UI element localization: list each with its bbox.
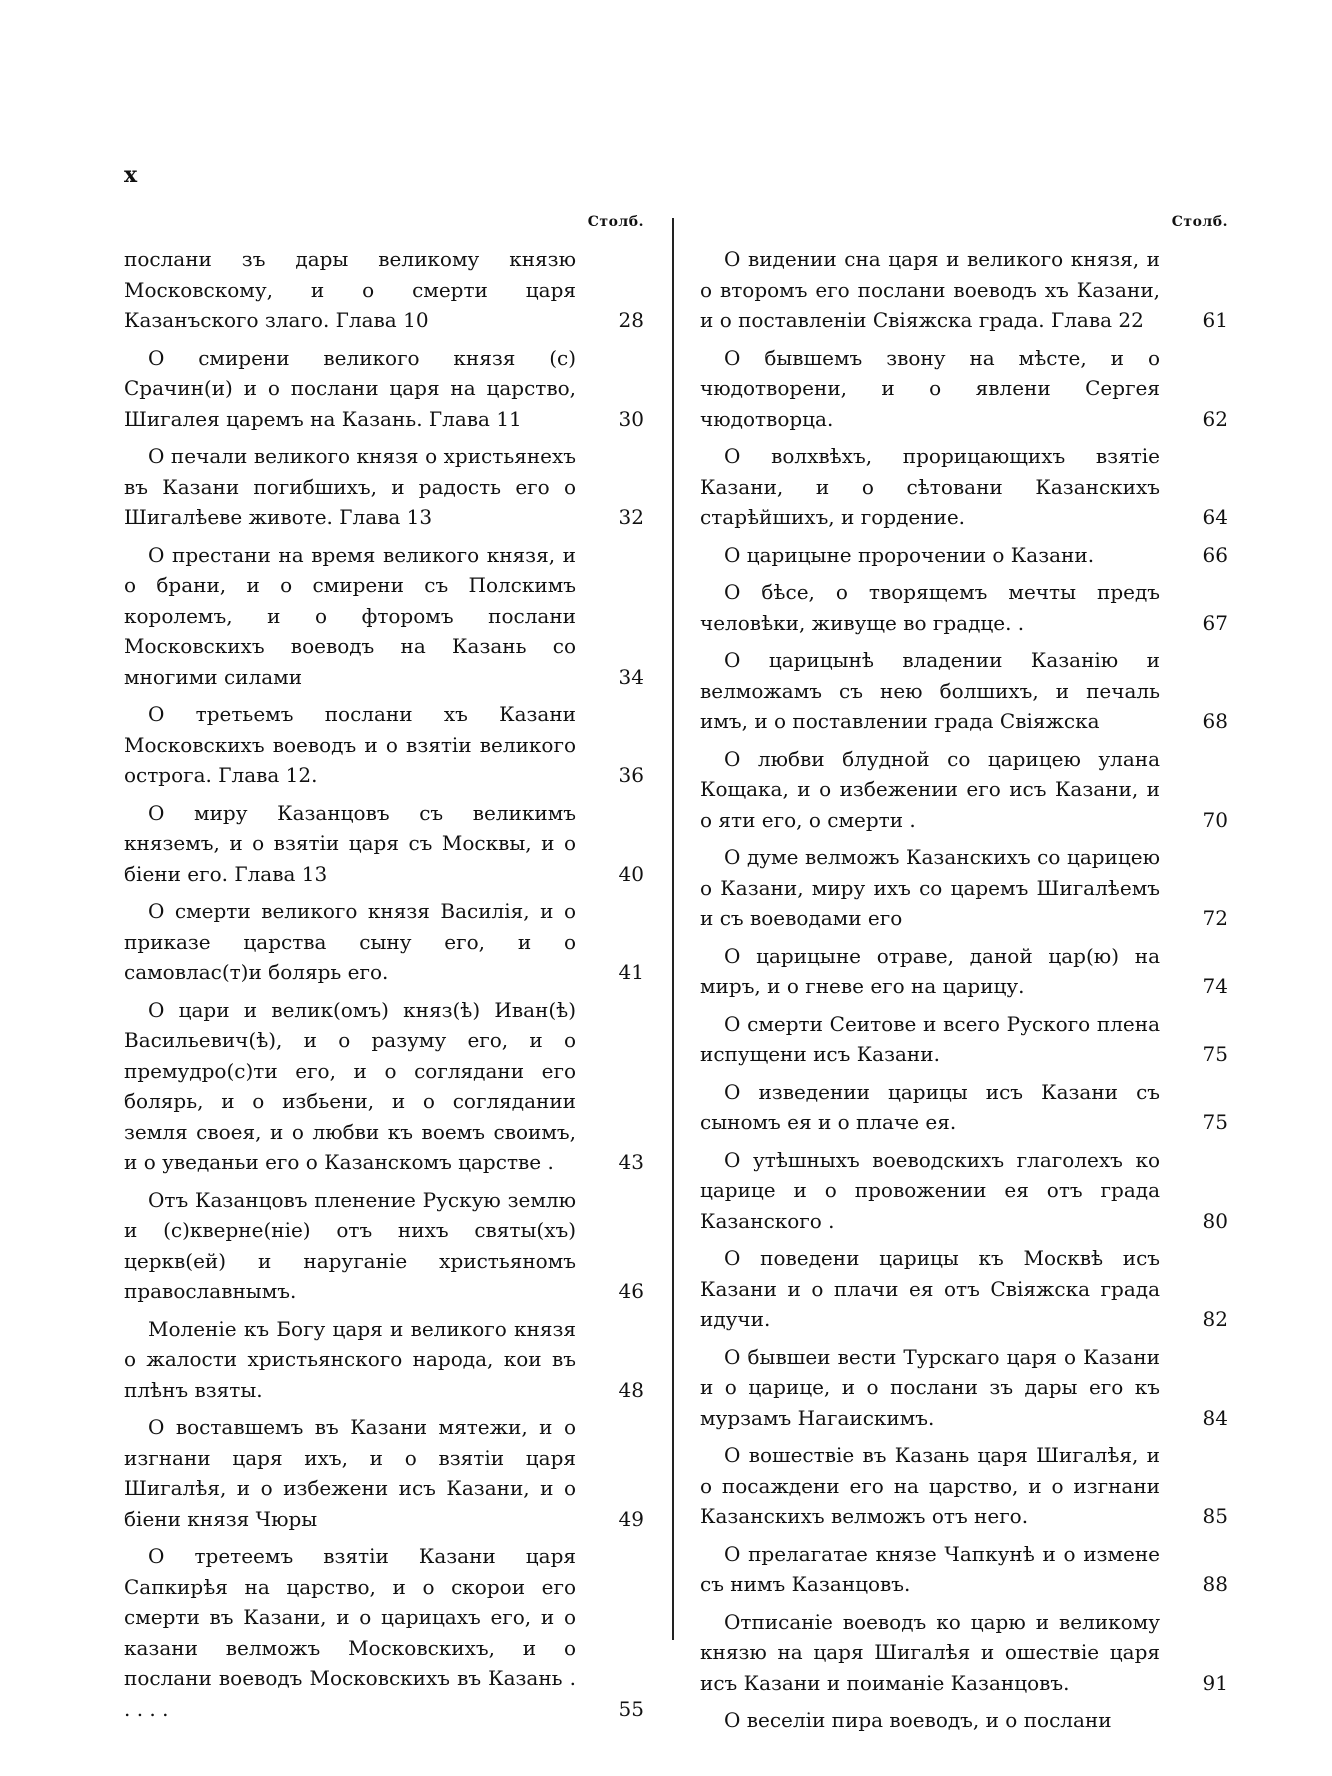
toc-entry bbox=[700, 744, 1228, 836]
contents-column-right bbox=[700, 214, 1228, 1743]
entry-text: О царицыне пророчении о Казани. bbox=[724, 542, 1095, 567]
column-number: 75 bbox=[1202, 1042, 1228, 1066]
toc-entry bbox=[700, 1077, 1228, 1138]
column-number: 41 bbox=[618, 960, 644, 984]
toc-entry bbox=[700, 244, 1228, 336]
entry-text: О любви блудной со царицею улана Кощака, и о избежении его исъ Казани, и о яти его, о смерти . bbox=[700, 746, 1160, 832]
toc-entry bbox=[700, 645, 1228, 737]
toc-entry bbox=[700, 540, 1228, 571]
column-divider bbox=[672, 218, 674, 1640]
column-number: 64 bbox=[1202, 505, 1228, 529]
toc-entry bbox=[124, 1185, 644, 1307]
entry-text: О печали великого князя о христьянехъ въ Казани погибшихъ, и радость его о Шигалѣеве животе. Глава 13 bbox=[124, 444, 576, 529]
entry-text: О поведени царицы къ Москвѣ исъ Казани и о плачи ея отъ Свіяжска града идучи. bbox=[700, 1246, 1160, 1331]
entry-text: О вошествіе въ Казань царя Шигалѣя, и о посаждени его на царство, и о изгнани Казанскихъ велможъ отъ него. bbox=[700, 1443, 1160, 1528]
entry-text: Отписаніе воеводъ ко царю и великому князю на царя Шигалѣя и ошествіе царя исъ Казани и поиманіе Казанцовъ. bbox=[700, 1609, 1160, 1695]
column-number: 36 bbox=[618, 763, 644, 787]
entry-text: О волхвѣхъ, прорицающихъ взятіе Казани, и о сѣтовани Казанскихъ старѣйшихъ, и гордение. bbox=[700, 444, 1160, 529]
entry-text: О думе велможъ Казанскихъ со царицею о Казани, миру ихъ со царемъ Шигалѣемъ и съ воеводами его bbox=[700, 845, 1160, 930]
entry-text: О царицынѣ владении Казанію и велможамъ съ нею болшихъ, и печаль имъ, и о поставлении града Свіяжска bbox=[700, 648, 1160, 733]
entry-text: О миру Казанцовъ съ великимъ княземъ, и о взятіи царя съ Москвы, и о біени его. Глава 13 bbox=[124, 800, 576, 886]
toc-entry bbox=[124, 699, 644, 791]
column-number: 55 bbox=[618, 1696, 644, 1721]
column-number: 84 bbox=[1202, 1405, 1228, 1430]
column-header-right: Столб. bbox=[1171, 214, 1228, 230]
column-number: 68 bbox=[1202, 709, 1228, 733]
toc-entry bbox=[700, 1243, 1228, 1335]
column-number: 85 bbox=[1202, 1504, 1228, 1528]
toc-entry bbox=[700, 1342, 1228, 1434]
toc-entry bbox=[700, 1607, 1228, 1699]
entry-text: О видении сна царя и великого князя, и о второмъ его послани воеводъ хъ Казани, и о поставленіи Свіяжска града. Глава 22 bbox=[700, 247, 1160, 332]
toc-entry bbox=[700, 577, 1228, 638]
column-number: 67 bbox=[1202, 610, 1228, 635]
column-number: 91 bbox=[1202, 1670, 1228, 1695]
toc-entry bbox=[700, 1539, 1228, 1600]
toc-entry bbox=[700, 1145, 1228, 1237]
entry-text: О бѣсе, о творящемъ мечты предъ человѣки, живуще во градце. . bbox=[700, 580, 1160, 635]
entries-list-right bbox=[700, 244, 1228, 1736]
toc-entry bbox=[124, 1412, 644, 1534]
column-number: 62 bbox=[1202, 406, 1228, 431]
column-number: 70 bbox=[1202, 807, 1228, 832]
column-number: 32 bbox=[618, 505, 644, 529]
toc-entry bbox=[124, 244, 644, 336]
page-number: x bbox=[124, 162, 138, 188]
entry-text: О смирени великого князя (с) Срачин(и) и о послани царя на царство, Шигалея царемъ на Казань. Глава 11 bbox=[124, 345, 576, 431]
entry-text: О цари и велик(омъ) княз(ѣ) Иван(ѣ) Васильевич(ѣ), и о разуму его, и о премудро(с)ти его, и о соглядани его болярь, и о избьени, и о соглядании земля своея, и о любви къ воемъ своимъ, и о уведаньи его о Казанскомъ царстве . bbox=[124, 997, 576, 1174]
entry-text: О третьемъ послани хъ Казани Московскихъ воеводъ и о взятіи великого острога. Глава 12. bbox=[124, 702, 576, 787]
entries-list-left bbox=[124, 244, 644, 1724]
entry-text: О веселіи пира воеводъ, и о послани bbox=[724, 1708, 1112, 1732]
entry-text: О смерти великого князя Василія, и о приказе царства сыну его, и о самовлас(т)и болярь его. bbox=[124, 899, 576, 984]
toc-entry bbox=[124, 1541, 644, 1724]
column-number: 80 bbox=[1202, 1208, 1228, 1233]
entry-text: О смерти Сеитове и всего Руского плена испущени исъ Казани. bbox=[700, 1011, 1160, 1066]
entry-text: О бывшемъ звону на мѣсте, и о чюдотворени, и о явлени Сергея чюдотворца. bbox=[700, 345, 1160, 431]
entry-text: Моленіе къ Богу царя и великого князя о жалости христьянского народа, кои въ плѣнъ взяты. bbox=[124, 1316, 576, 1402]
toc-entry bbox=[124, 896, 644, 988]
entry-text: О воставшемъ въ Казани мятежи, и о изгнани царя ихъ, и о взятіи царя Шигалѣя, и о избежени исъ Казани, и о біени князя Чюры bbox=[124, 1415, 576, 1531]
toc-entry bbox=[124, 995, 644, 1178]
column-number: 30 bbox=[618, 406, 644, 431]
entry-text: О изведении царицы исъ Казани съ сыномъ ея и о плаче ея. bbox=[700, 1079, 1160, 1134]
column-number: 66 bbox=[1202, 542, 1228, 567]
entry-text: О царицыне отраве, даной цар(ю) на миръ, и о гневе его на царицу. bbox=[700, 943, 1160, 998]
toc-entry bbox=[700, 343, 1228, 435]
entry-text: О утѣшныхъ воеводскихъ глаголехъ ко царице и о провожении ея отъ града Казанского . bbox=[700, 1147, 1160, 1233]
column-number: 74 bbox=[1202, 974, 1228, 998]
column-number: 49 bbox=[618, 1506, 644, 1531]
toc-entry bbox=[124, 1314, 644, 1406]
column-number: 28 bbox=[618, 308, 644, 332]
column-number: 48 bbox=[618, 1377, 644, 1402]
contents-column-left bbox=[124, 214, 644, 1731]
entry-text: О престани на время великого князя, и о брани, и о смирени съ Полскимъ королемъ, и о фторомъ послани Московскихъ воеводъ на Казань со многими силами bbox=[124, 542, 576, 689]
toc-entry bbox=[700, 441, 1228, 533]
column-header-left: Столб. bbox=[587, 214, 644, 230]
column-number: 34 bbox=[618, 664, 644, 689]
column-number: 61 bbox=[1202, 308, 1228, 332]
toc-entry bbox=[700, 941, 1228, 1002]
column-number: 82 bbox=[1202, 1307, 1228, 1331]
toc-entry bbox=[124, 343, 644, 435]
column-number: 88 bbox=[1202, 1572, 1228, 1596]
column-number: 75 bbox=[1202, 1110, 1228, 1134]
entry-text: О прелагатае князе Чапкунѣ и о измене съ нимъ Казанцовъ. bbox=[700, 1541, 1160, 1596]
entry-text: О третеемъ взятіи Казани царя Сапкирѣя на царство, и о скорои его смерти въ Казани, и о царицахъ его, и о казани велможъ Московскихъ, и о послани воеводъ Московскихъ въ Казань . . . . . bbox=[124, 1544, 576, 1721]
toc-entry bbox=[700, 1009, 1228, 1070]
toc-entry bbox=[124, 441, 644, 533]
toc-entry bbox=[700, 1705, 1228, 1736]
toc-entry bbox=[124, 540, 644, 693]
entry-text: О бывшеи вести Турскаго царя о Казани и о царице, и о послани зъ дары его къ мурзамъ Нагаискимъ. bbox=[700, 1344, 1160, 1430]
column-number: 43 bbox=[618, 1150, 644, 1174]
entry-text: послани зъ дары великому князю Московскому, и о смерти царя Казанъского злаго. Глава 10 bbox=[124, 247, 576, 332]
toc-entry bbox=[700, 842, 1228, 934]
column-number: 72 bbox=[1202, 906, 1228, 930]
column-number: 40 bbox=[618, 861, 644, 886]
toc-entry bbox=[124, 798, 644, 890]
entry-text: Отъ Казанцовъ пленение Рускую землю и (с)кверне(ніе) отъ нихъ святы(хъ) церкв(ей) и наруганіе христьяномъ православнымъ. bbox=[124, 1187, 576, 1303]
toc-entry bbox=[700, 1440, 1228, 1532]
column-number: 46 bbox=[618, 1279, 644, 1303]
